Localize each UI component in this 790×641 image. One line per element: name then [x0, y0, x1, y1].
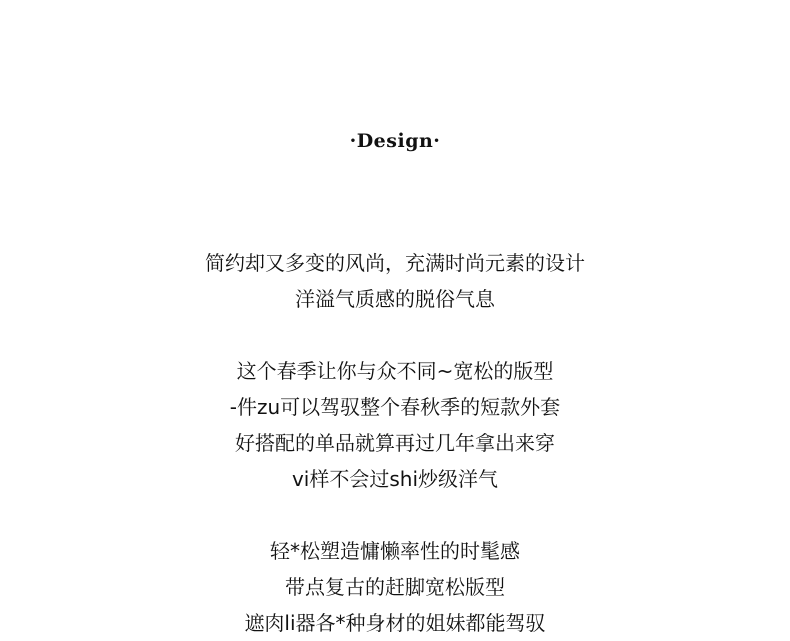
text-line: 简约却又多变的风尚，充满时尚元素的设计 [205, 251, 585, 275]
text-line: 带点复古的赶脚宽松版型 [285, 575, 505, 599]
text-line: 轻*松塑造慵懒率性的时髦感 [270, 539, 520, 563]
text-line: 好搭配的单品就算再过几年拿出来穿 [235, 431, 555, 455]
paragraph-spring-style [0, 353, 790, 497]
paragraph-design-intro [0, 245, 790, 317]
text-line: 这个春季让你与众不同~宽松的版型 [236, 359, 554, 383]
text-line: -件zu可以驾驭整个春秋季的短款外套 [229, 395, 561, 419]
paragraph-loose-fit [0, 533, 790, 641]
text-line: vi样不会过shi炒级洋气 [291, 467, 499, 491]
text-line: 洋溢气质感的脱俗气息 [295, 287, 495, 311]
section-title: ·Design· [349, 130, 441, 152]
text-line: 遮肉li器各*种身材的姐妹都能驾驭 [244, 611, 546, 635]
